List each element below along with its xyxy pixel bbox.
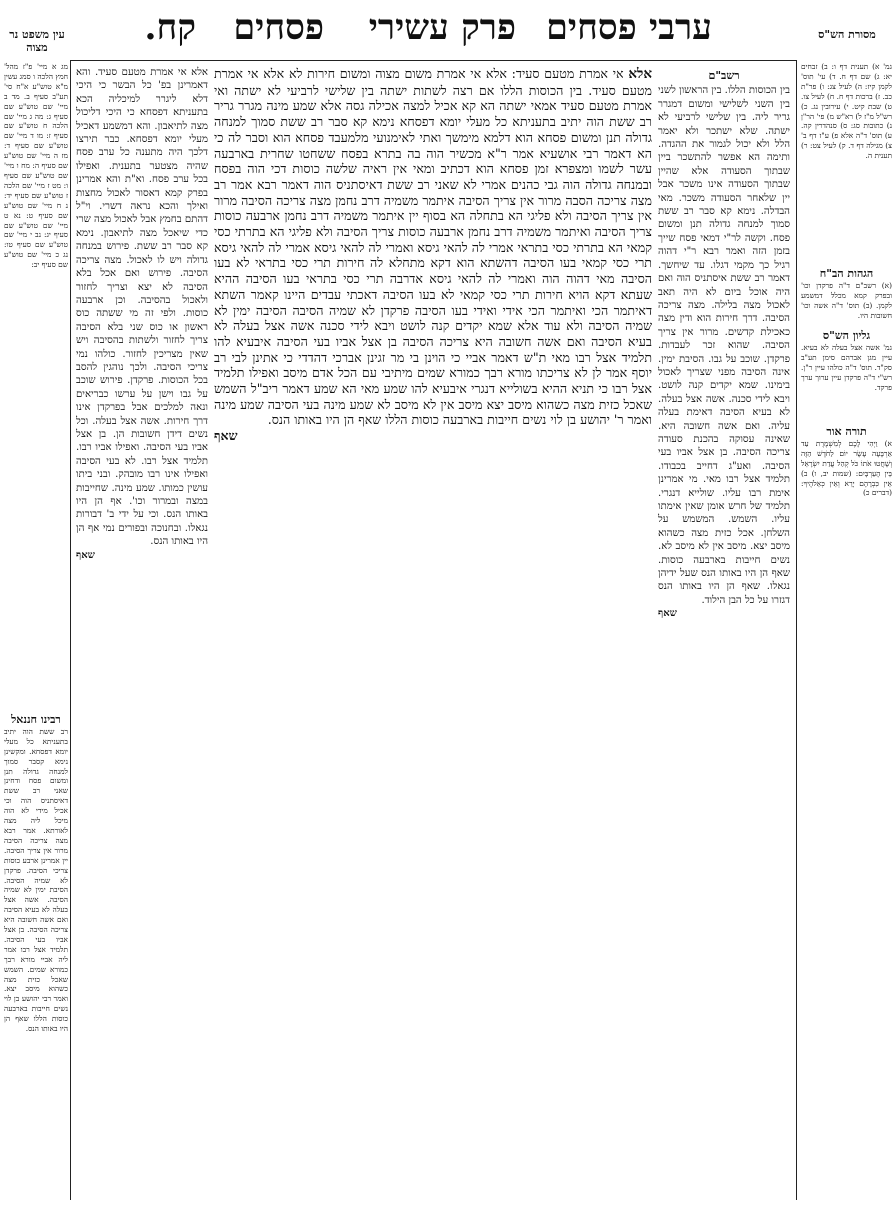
rabbeinu-chananel-label: רבינו חננאל <box>11 713 61 726</box>
rashi-commentary <box>658 66 790 1184</box>
gemara-text <box>214 66 652 1184</box>
tosafot-commentary <box>76 66 208 1184</box>
tosafot-catchword: שאף <box>76 549 95 561</box>
mesorah-column <box>801 62 892 262</box>
left-margin-rule <box>70 60 71 1200</box>
gemara-opening-word: אלא <box>628 66 652 82</box>
tractate-section-title: ערבי פסחים <box>546 7 712 48</box>
rashi-catchword: שאף <box>658 608 677 620</box>
torah-or-label: תורה אור <box>826 425 867 438</box>
gemara-catchword: שאף <box>214 428 238 444</box>
rabbeinu-chananel-section <box>4 712 68 1200</box>
hagahot-section <box>801 266 892 326</box>
right-header-label: מסורת הש"ס <box>818 28 876 41</box>
gilyon-label: גליון הש"ס <box>822 329 871 342</box>
tosafot-text: אלא אי אמרת מטעם סעיד. והא דאמרינן בפ' כל הבשר כי היכי דלא ליגרר למיכליה הכא בתעניתא דפסחא כי היכי דליכול מצה לתיאבון. והא דמשמע דאכיל מעלי יומא דפסחא. כבר תירצו דלכך היה מתענה כל ערב פסח שהיה מצטער בתענית. ואפילו בכל ערב פסח. וא"ת והא אמרינן בפרק קמא דאסור לאכול מחצות ואילך והכא נראה דשרי. וי"ל דהתם בחמץ אבל לאכול מצה שרי כדי שיאכל מצה לתיאבון. נימא קא סבר רב ששת. פירוש במנחה גדולה ויש לו לאכול. מצה צריכה הסיבה. פירוש ואם אכל בלא הסיבה לא יצא וצריך לחזור ולאכול בהסיבה. וכן ארבעה כוסות. ולפי זה מי ששתה כוס ראשון או כוס שני בלא הסיבה צריך לחזור ולשתות בהסיבה ויש שאין מצריכין לחזור. כולהו נמי צריכי הסיבה. ולכך נוהגין להסב בכל הכוסות. פרקדן. פירוש שוכב על גבו וישן על ערשו כבריאים ונאה למלכים אבל בפרקדן אינו דרך חירות. אשה אצל בעלה. וכל נשים דידן חשובות הן. בן אצל אביו בעי הסיבה. ואפילו אביו רבו. תלמיד אצל רבו. לא בעי הסיבה ואפילו אינו רבו מובהק. ובני ביתו עושין כמותו. שמע מינה. שחייבות במצה ובמרור וכו'. אף הן היו באותו הנס. וכי על ידי ב' דבורות נגאלו. ובחנוכה ובפורים נמי אף הן היו באותו הנס. <box>76 67 208 548</box>
hagahot-text: (א) רשב"ם ד"ה פרקדן וכו' ובפרק קמא מכלל דמשמע לקמן. (ב) תוס' ד"ה אשה וכו' חשובות היו. <box>801 280 892 320</box>
ein-mishpat-column <box>4 62 68 622</box>
page-header <box>0 6 894 54</box>
torah-or-text: א) וַיְהִי לָכֶם לְמִשְׁמֶרֶת עַד אַרְבָּעָה עָשָׂר יוֹם לַחֹדֶשׁ הַזֶּה וְשָׁחֲטוּ אֹתוֹ כֹּל קְהַל עֲדַת יִשְׂרָאֵל בֵּין הָעַרְבָּיִם: (שמות יב, ו) ב) אֵין כִּבְרָהָם יָרֵא וְאֵין כְּאֵלֹהֶיךָ: (דברים כ) <box>801 438 892 498</box>
rashi-text: בין הכוסות הללו. בין הראשון לשני בין השני לשלישי ומשום דמגרר גריר ליה. בין שלישי לרביעי לא ישתה. שלא ישתכר ולא יאמר הלל ולא יכול לגמור את ההגדה. ותימה הא אפשר להתשכר ביין שבתוך הסעודה אלא שהיין שבתוך הסעודה אינו משכר אבל יין שלאחר הסעודה משכר. מאי הבדלה. נימא קא סבר רב ששת סמוך למנחה גדולה תנן ומשום פסח. וקשה לר"י דמאי פסח שייך בזמן הזה ואמר רבא ר"י דהוה רגיל כך מקמי דגלו. עד שיחשך. דאמר רב ששת איסתניס הוה ואם היה אוכל ביום לא היה תאב לאכול מצה בלילה. מצה צריכה הסיבה. דרך חירות הוא ודין מצה כאכילת קדשים. מרור אין צריך הסיבה. שהוא זכר לעבדות. פרקדן. שוכב על גבו. הסיבת ימין. אינה הסיבה מפני שצריך לאכול בימינו. שמא יקדים קנה לושט. ויבא לידי סכנה. אשה אצל בעלה. לא בעיא הסיבה דאימת בעלה עליה. ואם אשה חשובה היא. שאינה עסוקה בהכנת סעודה צריכה הסיבה. בן אצל אביו בעי הסיבה. ואע"ג דחייב בכבודו. תלמיד אצל רבו מאי. מי אמרינן אימת רבו עליו. שולייא דנגרי. תלמיד של חרש אומן שאין אימתו עליו. השמש. המשמש על השלחן. אכל כזית מצה כשהוא מיסב יצא. מיסב אין לא מיסב לא. נשים חייבות בארבעה כוסות. שאף הן היו באותו הנס שעל ידיהן נגאלו. שאף הן היו באותו הנס דגזרו על כל הבן הילוד. <box>658 85 790 606</box>
rashi-label: רשב"ם <box>708 69 740 82</box>
mesorah-text: גמ' א) תענית דף ו: ב) זבחים יא: ג) שם דף ח. ד) עי' תוס' לקמן קיז: ה) לעיל צג: ו) פר"ת כב. ז) ברכות דף ח. ח) לעיל צו. ט) שבת קיט. י) עירובין נג. כ) רש"ל מ"ז ל) רא"ש מ) פי' הר"ן נ) כתובות סג: ס) סנהדרין קה. ע) תוס' ד"ה אלא פ) ע"ז דף ב' צ) מגילה דף ד. ק) לעיל צט: ר) תענית ה. <box>801 62 892 161</box>
tractate-name: פסחים <box>233 7 324 48</box>
gilyon-text: גמ' אשה אצל בעלה לא בעיא. עיין מגן אברהם סימן תע"ב סק"ד. תוס' ד"ה כולהו עיין ר"ן. רש"י ד"ה פרקדן עיין ערוך ערך פרקד. <box>801 342 892 392</box>
hagahot-label: הגהות הב"ח <box>819 267 874 280</box>
gemara-body: אי אמרת מטעם סעיד: אלא אי אמרת משום מצוה ומשום חירות לא אלא אי אמרת מטעם סעיד. בין הכוסות הללו אם רצה לשתות ישתה בין שלישי לרביעי לא ישתה ואי אמרת מטעם סעיד אמאי ישתה הא קא אכיל למצה אכילה גסה אלא שמע מינה מגרר גריר רב ששת הוה יתיב בתעניתא כל מעלי יומא דפסחא נימא קא סבר רב ששת סמוך למנחה גדולה תנן ומשום פסחא הוא דלמא מימשך ואתי לאימנועי מלמעבד פסחא הוא וסבר לה כי הא דאמר רבי אושעיא אמר ר"א מכשיר הוה בה בתרא בפסח ששחטו שחרית בארבעה עשר לשמו ומצפרא זמן פסחא הוא דכתיב ומאי אין ראיה שלשה כוסות דכי הוה בפסח ובמנחה גדולה הוה גבי כהנים אמרי לא שאני רב ששת דאיסתניס הוה דאמר רבא אמר רב מצה צריכה הסבה מרור אין צריך הסיבה איתמר משמיה דרב נחמן מצה צריכה הסיבה מרור אין צריך הסיבה ולא פליגי הא בתחלה הא בסוף יין איתמר משמיה דרב נחמן ארבעה כוסות צריך הסיבה ואיתמר משמיה דרב נחמן ארבעה כוסות צריך הסיבה ולא פליגי הא בתרתי כסי קמאי הא בתרתי כסי בתראי אמרי לה להאי גיסא ואמרי לה להאי גיסא אמרי לה להאי גיסא תרי כסי קמאי בעו הסיבה דהשתא הוא דקא מתחלא לה חירות תרי כסי בתראי לא בעו הסיבה מאי דהוה הוה ואמרי לה להאי גיסא אדרבה תרי כסי בתראי בעו הסיבה ההיא שעתא דקא הויא חירות תרי כסי קמאי לא בעו הסיבה דאכתי עבדים היינו קאמר השתא דאיתמר הכי ואיתמר הכי אידי ואידי בעו הסיבה פרקדן לא שמיה הסיבה הסיבה ימין לא שמיה הסיבה ולא עוד אלא שמא יקדים קנה לושט ויבא לידי סכנה אשה אצל בעלה לא בעיא הסיבה ואם אשה חשובה היא צריכה הסיבה בן אצל אביו בעי הסיבה איבעיא להו תלמיד אצל רבו מאי ת"ש דאמר אביי כי הוינן בי מר זגינן אברכי דהדדי כי אתינן לבי רב יוסף אמר לן לא צריכתו מורא רבך כמורא שמים מיתיבי עם הכל אדם מיסב ואפילו תלמיד אצל רבו כי תניא ההיא בשולייא דנגרי איבעיא להו שמע מאי הא שמע דאמר ריב"ל השמש שאכל כזית מצה כשהוא מיסב יצא מיסב אין לא מיסב לא שמע מינה בעי הסיבה שמע מינה ואמר ר' יהושע בן לוי נשים חייבות בארבעה כוסות הללו שאף הן היו באותו הנס. <box>214 66 652 428</box>
ein-mishpat-text: מג א מיי' פ"ז מהל' חמץ הלכה ו סמג עשין מ"א טוש"ע א"ח סי' תע"ב סעיף ב. מד ב מיי' שם טוש"ע שם סעיף ג: מה ג מיי' שם הלכה ח טוש"ע שם סעיף ז: מו ד מיי' שם טוש"ע שם סעיף ד: מז ה מיי' שם טוש"ע שם סעיף ה: מח ו מיי' שם טוש"ע שם סעיף ו: מט ז מיי' שם הלכה ז טוש"ע שם סעיף יד: נ ח מיי' שם טוש"ע שם סעיף ט: נא ט מיי' שם טוש"ע שם סעיף יג: נב י מיי' שם טוש"ע שם סעיף טו: נג כ מיי' שם טוש"ע שם סעיף יב: <box>4 62 68 270</box>
chapter-title: פרק עשירי <box>368 7 516 48</box>
left-header-label: עין משפט נר מצוה <box>9 28 65 54</box>
header-rule <box>70 60 796 61</box>
torah-or-section <box>801 424 892 524</box>
gilyon-section <box>801 328 892 420</box>
folio-number: קח. <box>144 7 196 48</box>
right-margin-rule <box>796 60 797 1200</box>
rabbeinu-chananel-text: רב ששת הוה יתיב בתעניתא כל מעלי יומא דפסחא. ומקשינן נימא קסבר סמוך למנחה גדולה תנן ומשום פסח ודחינן שאני רב ששת דאיסתניס הוה וכי אכיל מידי לא הוה מיכל ליה מצה לאורתא. אמר רבא מצה צריכה הסיבה מרור אין צריך הסיבה. יין אמרינן ארבע כוסות צריכי הסיבה. פרקדן לא שמיה הסיבה. הסיבת ימין לא שמיה הסיבה. אשה אצל בעלה לא בעיא הסיבה ואם אשה חשובה היא צריכה הסיבה. בן אצל אביו בעי הסיבה. תלמיד אצל רבו אמר ליה אביי מורא רבך כמורא שמים. השמש שאכל כזית מצה כשהוא מיסב יצא. ואמר רבי יהושע בן לוי נשים חייבות בארבעה כוסות הללו שאף הן היו באותו הנס. <box>4 726 68 1034</box>
